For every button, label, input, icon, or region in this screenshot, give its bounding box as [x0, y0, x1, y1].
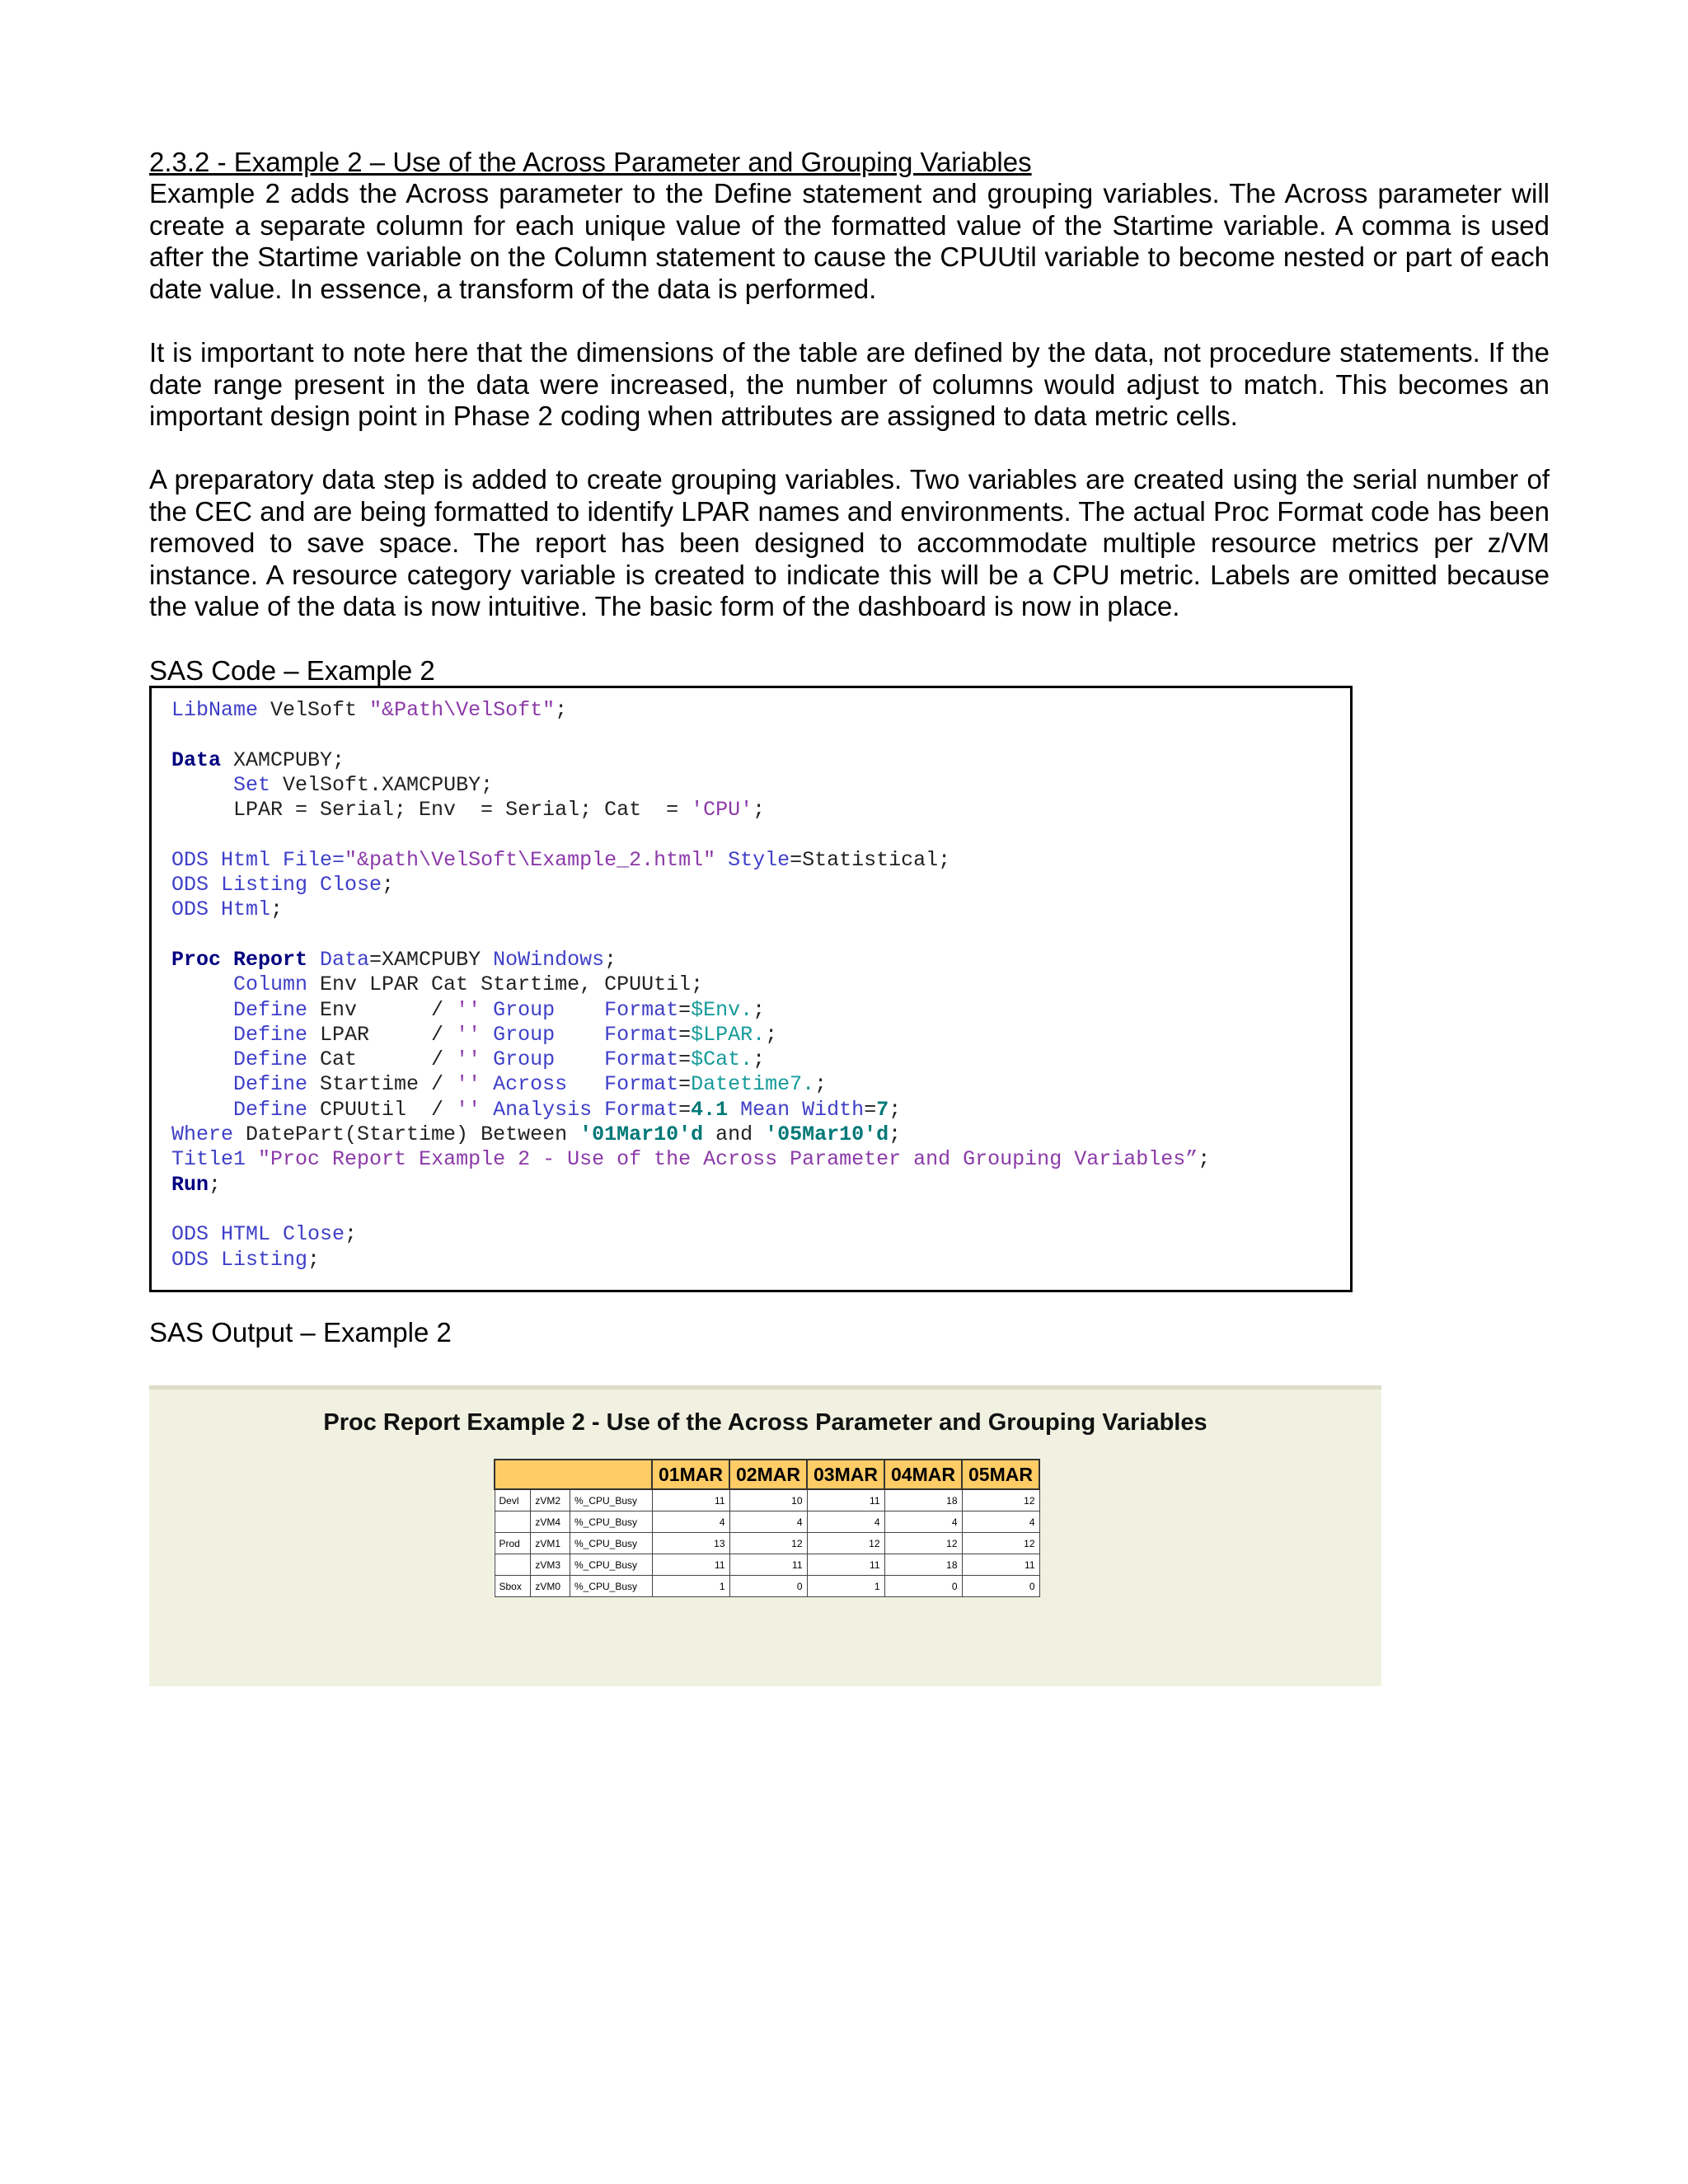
report-cell-value: 18 [884, 1554, 962, 1576]
report-cell-value: 11 [729, 1554, 807, 1576]
code-listing-box [149, 686, 1353, 1292]
code-token: Define [233, 1097, 308, 1122]
code-token: Column [233, 972, 308, 997]
code-line [171, 1122, 901, 1146]
report-cell-value: 11 [652, 1489, 729, 1511]
code-token: 4.1 [691, 1097, 729, 1122]
report-title: Proc Report Example 2 - Use of the Across Parameter and Grouping Variables [323, 1409, 1207, 1436]
report-cell-value: 4 [729, 1511, 807, 1533]
table-row [495, 1576, 1039, 1597]
paragraph-table-dimensions: It is important to note here that the dimensions of the table are defined by the data, not procedure statements. If the date range present in the data were increased, the number of columns would adjust to match. This becomes an important design point in Phase 2 coding when attributes are assigned to data metric cells. [149, 337, 1550, 431]
code-token: '' [456, 1022, 481, 1047]
code-token: VelSoft.XAMCPUBY; [270, 772, 494, 797]
code-token: '' [456, 1047, 481, 1072]
report-column-header: 03MAR [807, 1460, 884, 1489]
report-cell-value: 18 [884, 1489, 962, 1511]
table-row [495, 1533, 1039, 1554]
report-cell-category: %_CPU_Busy [570, 1489, 652, 1511]
code-token: XAMCPUBY; [221, 748, 345, 772]
code-token: NoWindows [493, 947, 605, 972]
report-column-header: 05MAR [962, 1460, 1039, 1489]
code-token [171, 1098, 233, 1122]
code-token: = [678, 1097, 692, 1122]
code-token: '' [456, 1097, 481, 1122]
code-line [171, 873, 394, 897]
code-token: Across Format [481, 1072, 679, 1097]
code-token: =Statistical; [790, 847, 951, 872]
code-token: CPUUtil / [307, 1097, 457, 1122]
code-line [171, 698, 567, 722]
report-column-header: 02MAR [729, 1460, 807, 1489]
code-line [171, 1047, 765, 1071]
code-token: = [678, 1072, 692, 1097]
code-token: ; [765, 1022, 778, 1047]
report-cell-value: 4 [962, 1511, 1039, 1533]
code-token: ; [889, 1122, 902, 1147]
code-token: Cat / [307, 1047, 457, 1072]
code-token: Where [171, 1122, 234, 1147]
code-token: Set [233, 772, 271, 797]
code-line [171, 848, 950, 872]
code-token: ; [555, 698, 568, 722]
code-token: LPAR = Serial; Env = Serial; Cat = [171, 798, 692, 823]
code-token: = [678, 997, 692, 1022]
code-line [171, 773, 493, 797]
code-token: Group Format [481, 997, 679, 1022]
code-token: LibName [171, 698, 259, 722]
code-token: ; [604, 947, 617, 972]
code-token: Run [171, 1172, 209, 1197]
report-cell-value: 11 [652, 1554, 729, 1576]
code-caption: SAS Code – Example 2 [149, 655, 435, 686]
code-token: Title1 [171, 1147, 246, 1172]
report-cell-value: 0 [729, 1576, 807, 1597]
code-token: ; [889, 1097, 902, 1122]
report-cell-value: 11 [807, 1489, 884, 1511]
code-token: ODS Listing [171, 1247, 308, 1272]
report-header-blank [495, 1460, 652, 1489]
code-token [171, 773, 233, 797]
code-token: and [703, 1122, 766, 1147]
code-line [171, 1098, 901, 1122]
report-table [494, 1459, 1040, 1597]
report-cell-value: 11 [962, 1554, 1039, 1576]
code-listing [171, 698, 1210, 1272]
output-caption: SAS Output – Example 2 [149, 1317, 452, 1347]
code-token: VelSoft [258, 698, 370, 722]
report-cell-value: 4 [652, 1511, 729, 1533]
paragraph-across-parameter: Example 2 adds the Across parameter to the Define statement and grouping variables. The Across parameter will create a separate column for each unique value of the formatted value of the Startime variable. A comma is used after the Startime variable on the Column statement to cause the CPUUtil variable to become nested or part of each date value. In essence, a transform of the data is performed. [149, 178, 1550, 304]
code-token: Define [233, 997, 308, 1022]
report-body [495, 1489, 1039, 1597]
report-cell-env [495, 1554, 531, 1576]
report-cell-value: 1 [652, 1576, 729, 1597]
code-line [171, 1222, 357, 1246]
code-line [171, 1173, 221, 1197]
code-token: 7 [876, 1097, 889, 1122]
paragraph-grouping-variables: A preparatory data step is added to create grouping variables. Two variables are created using the serial number of the CEC and are being formatted to identify LPAR names and environments. The actual Proc Format code has been removed to save space. The report has been designed to accommodate multiple resource metrics per z/VM instance. A resource category variable is created to indicate this will be a CPU metric. Labels are omitted because the value of the data is now intuitive. The basic form of the dashboard is now in place. [149, 464, 1550, 621]
report-cell-value: 13 [652, 1533, 729, 1554]
code-token [171, 1072, 233, 1096]
code-token: Style [715, 847, 790, 872]
code-token: ; [382, 873, 395, 898]
code-token: Define [233, 1047, 308, 1072]
code-token: '' [456, 997, 481, 1022]
code-token: ; [753, 798, 766, 823]
code-token: "&Path\VelSoft" [369, 698, 556, 722]
code-token [171, 972, 233, 996]
report-cell-category: %_CPU_Busy [570, 1533, 652, 1554]
report-column-header: 01MAR [652, 1460, 729, 1489]
code-token: '01Mar10'd [579, 1122, 704, 1147]
report-cell-value: 12 [729, 1533, 807, 1554]
report-cell-value: 12 [884, 1533, 962, 1554]
report-header-row [495, 1460, 1039, 1489]
report-cell-value: 10 [729, 1489, 807, 1511]
code-token: ODS Html [171, 898, 271, 922]
code-line [171, 1023, 777, 1047]
code-line [171, 898, 283, 921]
code-token: ODS Html File= [171, 847, 345, 872]
code-token: Analysis Format [481, 1097, 679, 1122]
code-token: ; [209, 1172, 222, 1197]
table-row [495, 1511, 1039, 1533]
report-column-header: 04MAR [884, 1460, 962, 1489]
code-token: Data [171, 748, 222, 772]
report-cell-value: 0 [884, 1576, 962, 1597]
code-token: $Env. [691, 997, 753, 1022]
code-token: Mean Width [728, 1097, 865, 1122]
code-token: "Proc Report Example 2 - Use of the Across Parameter and Grouping Variables” [258, 1147, 1198, 1172]
code-token: = [864, 1097, 877, 1122]
report-cell-value: 4 [884, 1511, 962, 1533]
report-cell-value: 4 [807, 1511, 884, 1533]
code-token: ; [753, 997, 766, 1022]
report-cell-lpar: zVM3 [531, 1554, 570, 1576]
code-token: Datetime7. [691, 1072, 815, 1097]
section-heading: 2.3.2 - Example 2 – Use of the Across Parameter and Grouping Variables [149, 147, 1032, 177]
code-token: Group Format [481, 1022, 679, 1047]
report-cell-value: 12 [807, 1533, 884, 1554]
code-token: Group Format [481, 1047, 679, 1072]
code-line [171, 798, 765, 822]
report-cell-category: %_CPU_Busy [570, 1511, 652, 1533]
code-token: Env / [307, 997, 457, 1022]
code-token: Proc Report [171, 947, 308, 972]
report-cell-value: 12 [962, 1533, 1039, 1554]
report-cell-lpar: zVM4 [531, 1511, 570, 1533]
code-token: Env LPAR Cat Startime, CPUUtil; [307, 972, 704, 997]
code-line [171, 1147, 1210, 1171]
code-token: $Cat. [691, 1047, 753, 1072]
code-token: Define [233, 1072, 308, 1097]
code-line [171, 948, 617, 972]
report-cell-category: %_CPU_Busy [570, 1554, 652, 1576]
table-row [495, 1554, 1039, 1576]
report-cell-value: 0 [962, 1576, 1039, 1597]
code-token: "&path\VelSoft\Example_2.html" [345, 847, 716, 872]
report-cell-lpar: zVM2 [531, 1489, 570, 1511]
code-token [171, 1023, 233, 1047]
code-token: ; [270, 898, 284, 922]
report-cell-value: 11 [807, 1554, 884, 1576]
code-token [171, 998, 233, 1022]
report-cell-lpar: zVM0 [531, 1576, 570, 1597]
code-token: DatePart(Startime) Between [233, 1122, 580, 1147]
code-token: $LPAR. [691, 1022, 766, 1047]
code-token: '05Mar10'd [765, 1122, 889, 1147]
code-line [171, 972, 703, 996]
report-cell-env: Prod [495, 1533, 531, 1554]
code-token: 'CPU' [691, 798, 753, 823]
code-token: Define [233, 1022, 308, 1047]
code-token: LPAR / [307, 1022, 457, 1047]
report-cell-category: %_CPU_Busy [570, 1576, 652, 1597]
code-token: =XAMCPUBY [369, 947, 494, 972]
code-token: ; [307, 1247, 321, 1272]
report-cell-env: Devl [495, 1489, 531, 1511]
code-token: ODS Listing Close [171, 873, 382, 898]
report-cell-value: 1 [807, 1576, 884, 1597]
code-line [171, 748, 345, 772]
code-line [171, 998, 765, 1022]
report-cell-lpar: zVM1 [531, 1533, 570, 1554]
report-cell-env: Sbox [495, 1576, 531, 1597]
sas-output-panel [149, 1385, 1381, 1686]
code-token: ; [814, 1072, 828, 1097]
table-row [495, 1489, 1039, 1511]
report-cell-value: 12 [962, 1489, 1039, 1511]
code-token: = [678, 1047, 692, 1072]
code-token [171, 1047, 233, 1071]
report-cell-env [495, 1511, 531, 1533]
code-token: ; [753, 1047, 766, 1072]
code-token: Data [307, 947, 370, 972]
code-token: ODS HTML Close [171, 1222, 345, 1247]
code-token: ; [1198, 1147, 1211, 1172]
code-token: Startime / [307, 1072, 457, 1097]
code-token: = [678, 1022, 692, 1047]
code-token: '' [456, 1072, 481, 1097]
code-line [171, 1072, 827, 1096]
code-token [246, 1147, 258, 1171]
code-token: ; [345, 1222, 358, 1247]
code-line [171, 1248, 320, 1272]
